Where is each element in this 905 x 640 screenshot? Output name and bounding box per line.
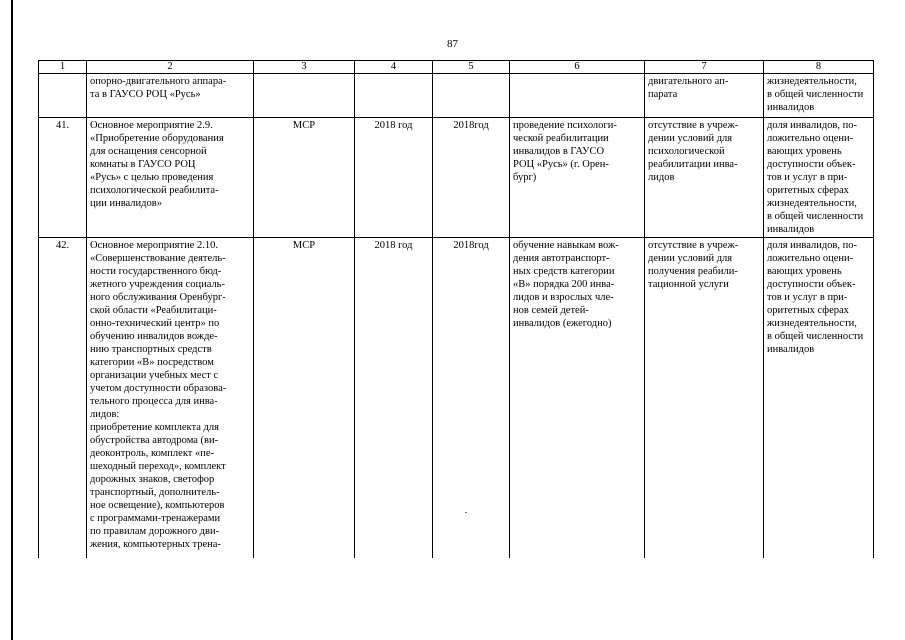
text-line: в общей численности	[767, 89, 864, 100]
text-line: приобретение комплекта для	[90, 422, 219, 433]
text-line: ное освещение), компьютеров	[90, 500, 225, 511]
text-line: отсутствие в учреж-	[648, 240, 739, 251]
cell-indicator	[764, 118, 874, 238]
cell-indicator	[764, 238, 874, 559]
text-line: дорожных знаков, светофор	[90, 474, 215, 485]
cell-result	[510, 74, 645, 118]
text-line: в общей численности	[767, 331, 864, 342]
continuation-row	[39, 74, 874, 118]
cell-end: 2018год	[433, 238, 510, 559]
text-line: проведение психологи-	[513, 120, 617, 131]
text-line: «Приобретение оборудования	[90, 133, 224, 144]
text-line: транспортный, дополнитель-	[90, 487, 220, 498]
cell-result	[510, 118, 645, 238]
cell-executor	[254, 74, 355, 118]
text-line: парата	[648, 89, 678, 100]
text-line: для оснащения сенсорной	[90, 146, 207, 157]
cell-indicator	[764, 74, 874, 118]
text-line: в общей численности	[767, 211, 864, 222]
header-row	[39, 61, 874, 74]
text-line: та в ГАУСО РОЦ «Русь»	[90, 89, 201, 100]
cell-end: 2018год	[433, 118, 510, 238]
cell-measure	[87, 118, 254, 238]
header-cell: 1	[39, 61, 87, 74]
text-line: жения, компьютерных трена-	[90, 539, 221, 550]
cell-number: 42.	[39, 238, 87, 559]
text-line: ции инвалидов»	[90, 198, 162, 209]
text-line: тельного процесса для инва-	[90, 396, 218, 407]
header-cell: 3	[254, 61, 355, 74]
text-line: «Совершенствование деятель-	[90, 253, 226, 264]
header-cell: 7	[645, 61, 764, 74]
cell-start: 2018 год	[355, 118, 433, 238]
text-line: психологической	[648, 146, 725, 157]
text-line: Основное мероприятие 2.9.	[90, 120, 213, 131]
header-cell: 2	[87, 61, 254, 74]
text-line: шеходный переход», комплект	[90, 461, 226, 472]
text-line: доля инвалидов, по-	[767, 120, 857, 131]
text-line: двигательного ап-	[648, 76, 729, 87]
text-line: опорно-двигательного аппара-	[90, 76, 227, 87]
text-line: вающих уровень	[767, 146, 842, 157]
scan-speck	[465, 512, 467, 513]
text-line: ности государственного бюд-	[90, 266, 222, 277]
text-line: тационной услуги	[648, 279, 729, 290]
text-line: лидов	[648, 172, 675, 183]
text-line: деоконтроль, комплект «пе-	[90, 448, 215, 459]
text-line: обучение навыкам вож-	[513, 240, 619, 251]
text-line: лидов и взрослых чле-	[513, 292, 614, 303]
text-line: ного обслуживания Оренбург-	[90, 292, 226, 303]
text-line: инвалидов в ГАУСО	[513, 146, 605, 157]
cell-measure	[87, 238, 254, 559]
text-line: ческой реабилитации	[513, 133, 609, 144]
cell-measure	[87, 74, 254, 118]
measures-table	[38, 60, 874, 558]
cell-executor: МСР	[254, 118, 355, 238]
text-line: инвалидов (ежегодно)	[513, 318, 612, 329]
text-line: онно-технический центр» по	[90, 318, 220, 329]
cell-consequence	[645, 118, 764, 238]
text-line: дении условий для	[648, 253, 733, 264]
text-line: Основное мероприятие 2.10.	[90, 240, 218, 251]
text-line: учетом доступности образова-	[90, 383, 227, 394]
text-line: ложительно оцени-	[767, 253, 854, 264]
text-line: жетного учреждения социаль-	[90, 279, 225, 290]
table-row	[39, 118, 874, 238]
text-line: дении условий для	[648, 133, 733, 144]
header-cell: 8	[764, 61, 874, 74]
text-line: тов и услуг в при-	[767, 292, 848, 303]
text-line: ных средств категории	[513, 266, 615, 277]
text-line: нов семей детей-	[513, 305, 589, 316]
text-line: комнаты в ГАУСО РОЦ	[90, 159, 196, 170]
cell-start	[355, 74, 433, 118]
cell-executor: МСР	[254, 238, 355, 559]
text-line: лидов:	[90, 409, 120, 420]
text-line: обустройства автодрома (ви-	[90, 435, 219, 446]
text-line: жизнедеятельности,	[767, 198, 857, 209]
cell-start: 2018 год	[355, 238, 433, 559]
header-cell: 5	[433, 61, 510, 74]
text-line: доступности объек-	[767, 279, 856, 290]
table-row	[39, 238, 874, 559]
text-line: жизнедеятельности,	[767, 318, 857, 329]
cell-consequence	[645, 238, 764, 559]
text-line: дения автотранспорт-	[513, 253, 610, 264]
text-line: нию транспортных средств	[90, 344, 212, 355]
text-line: вающих уровень	[767, 266, 842, 277]
header-cell: 6	[510, 61, 645, 74]
text-line: доступности объек-	[767, 159, 856, 170]
text-line: с программами-тренажерами	[90, 513, 221, 524]
cell-consequence	[645, 74, 764, 118]
cell-result	[510, 238, 645, 559]
text-line: жизнедеятельности,	[767, 76, 857, 87]
text-line: бург)	[513, 172, 537, 183]
text-line: по правилам дорожного дви-	[90, 526, 220, 537]
text-line: организации учебных мест с	[90, 370, 219, 381]
text-line: тов и услуг в при-	[767, 172, 848, 183]
text-line: оритетных сферах	[767, 185, 849, 196]
text-line: отсутствие в учреж-	[648, 120, 739, 131]
header-cell: 4	[355, 61, 433, 74]
page-number: 87	[447, 38, 458, 50]
text-line: психологической реабилита-	[90, 185, 219, 196]
text-line: категории «В» посредством	[90, 357, 214, 368]
text-line: доля инвалидов, по-	[767, 240, 857, 251]
text-line: ложительно оцени-	[767, 133, 854, 144]
cell-number	[39, 74, 87, 118]
text-line: инвалидов	[767, 224, 815, 235]
cell-end	[433, 74, 510, 118]
text-line: оритетных сферах	[767, 305, 849, 316]
cell-number: 41.	[39, 118, 87, 238]
text-line: РОЦ «Русь» (г. Орен-	[513, 159, 609, 170]
text-line: «Русь» с целью проведения	[90, 172, 214, 183]
page-left-border	[11, 0, 13, 640]
text-line: «В» порядка 200 инва-	[513, 279, 615, 290]
text-line: инвалидов	[767, 344, 815, 355]
text-line: ской области «Реабилитаци-	[90, 305, 217, 316]
text-line: получения реабили-	[648, 266, 738, 277]
text-line: реабилитации инва-	[648, 159, 738, 170]
text-line: инвалидов	[767, 102, 815, 113]
text-line: обучению инвалидов вожде-	[90, 331, 218, 342]
